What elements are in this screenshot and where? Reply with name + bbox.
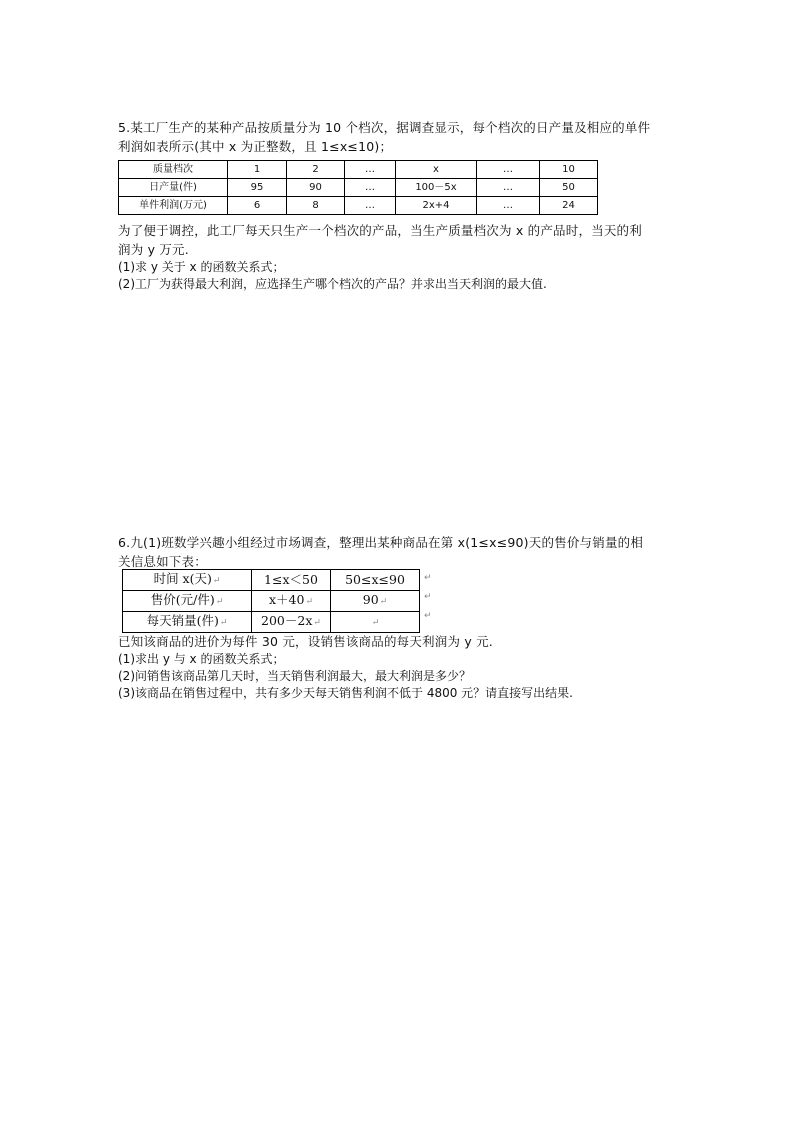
table-cell-text: 售价(元/件) — [150, 592, 215, 607]
table-cell-text: 时间 x(天) — [153, 571, 212, 586]
table-row — [123, 612, 420, 633]
table-cell — [252, 570, 331, 591]
question-6-intro — [118, 533, 708, 571]
table-cell — [252, 612, 331, 633]
question-5-intro — [118, 118, 708, 156]
table-cell: 单件利润(万元) — [119, 197, 228, 215]
table-cell — [123, 612, 252, 633]
table-cell — [331, 591, 420, 612]
table-cell: … — [345, 179, 396, 197]
table-cell: … — [477, 197, 540, 215]
table-cell: 8 — [287, 197, 345, 215]
table-cell: 50 — [540, 179, 598, 197]
question-6-body — [118, 632, 708, 702]
table-cell: 质量档次 — [119, 161, 228, 179]
q6-after-line-1: 已知该商品的进价为每件 30 元，设销售该商品的每天利润为 y 元. — [118, 634, 493, 649]
q5-after-line-2: 润为 y 万元. — [118, 242, 189, 257]
table-cell-text: 90 — [362, 592, 379, 607]
table-cell — [123, 591, 252, 612]
table-cell — [331, 570, 420, 591]
row-end-mark-icon: ↵ — [424, 573, 432, 583]
table-cell: 90 — [287, 179, 345, 197]
table-cell-text: 50≤x≤90 — [345, 572, 405, 587]
table-row — [119, 179, 598, 197]
q5-part-1: (1)求 y 关于 x 的函数关系式； — [118, 260, 285, 274]
table-cell-text: 1≤x＜50 — [264, 572, 318, 587]
table-cell: 2x+4 — [396, 197, 477, 215]
paragraph-mark-icon: ↵ — [371, 618, 380, 628]
row-end-mark-icon: ↵ — [424, 611, 432, 621]
table-cell: 2 — [287, 161, 345, 179]
table-cell: x — [396, 161, 477, 179]
table-row — [119, 161, 598, 179]
table-cell: … — [477, 179, 540, 197]
table-cell: … — [477, 161, 540, 179]
q6-part-2: (2)问销售该商品第几天时，当天销售利润最大，最大利润是多少？ — [118, 669, 472, 683]
q6-table — [122, 569, 420, 633]
q6-part-1: (1)求出 y 与 x 的函数关系式； — [118, 652, 285, 666]
paragraph-mark-icon: ↵ — [305, 597, 313, 607]
table-cell — [123, 570, 252, 591]
table-cell: 24 — [540, 197, 598, 215]
paragraph-mark-icon: ↵ — [215, 597, 224, 607]
paragraph-mark-icon: ↵ — [379, 597, 388, 607]
table-cell — [331, 612, 420, 633]
q5-table — [118, 160, 598, 215]
q6-line-1: 6.九(1)班数学兴趣小组经过市场调查，整理出某种商品在第 x(1≤x≤90)天的售价与销量的相 — [118, 535, 644, 550]
table-row — [123, 591, 420, 612]
q5-line-2: 利润如表所示(其中 x 为正整数，且 1≤x≤10)； — [118, 139, 393, 154]
table-cell: … — [345, 197, 396, 215]
table-cell-text: x＋40 — [268, 592, 305, 607]
table-row — [119, 197, 598, 215]
table-cell: … — [345, 161, 396, 179]
table-cell: 日产量(件) — [119, 179, 228, 197]
table-cell: 1 — [228, 161, 287, 179]
paragraph-mark-icon: ↵ — [212, 576, 221, 586]
table-cell: 6 — [228, 197, 287, 215]
q5-after-line-1: 为了便于调控，此工厂每天只生产一个档次的产品，当生产质量档次为 x 的产品时，当天的利 — [118, 223, 642, 238]
question-5-body — [118, 221, 708, 293]
table-cell: 100－5x — [396, 179, 477, 197]
table-cell-text: 每天销量(件) — [146, 613, 219, 628]
paragraph-mark-icon: ↵ — [313, 618, 321, 628]
row-end-mark-icon: ↵ — [424, 592, 432, 602]
table-cell: 95 — [228, 179, 287, 197]
paragraph-mark-icon: ↵ — [219, 618, 228, 628]
q6-line-2: 关信息如下表： — [118, 554, 207, 569]
table-cell: 10 — [540, 161, 598, 179]
q5-line-1: 5.某工厂生产的某种产品按质量分为 10 个档次，据调查显示，每个档次的日产量及相应的单件 — [118, 120, 651, 135]
table-cell — [252, 591, 331, 612]
table-cell-text: 200－2x — [261, 613, 313, 628]
q6-part-3: (3)该商品在销售过程中，共有多少天每天销售利润不低于 4800 元？请直接写出结果. — [118, 686, 573, 700]
q5-part-2: (2)工厂为获得最大利润，应选择生产哪个档次的产品？并求出当天利润的最大值. — [118, 277, 547, 291]
table-row — [123, 570, 420, 591]
